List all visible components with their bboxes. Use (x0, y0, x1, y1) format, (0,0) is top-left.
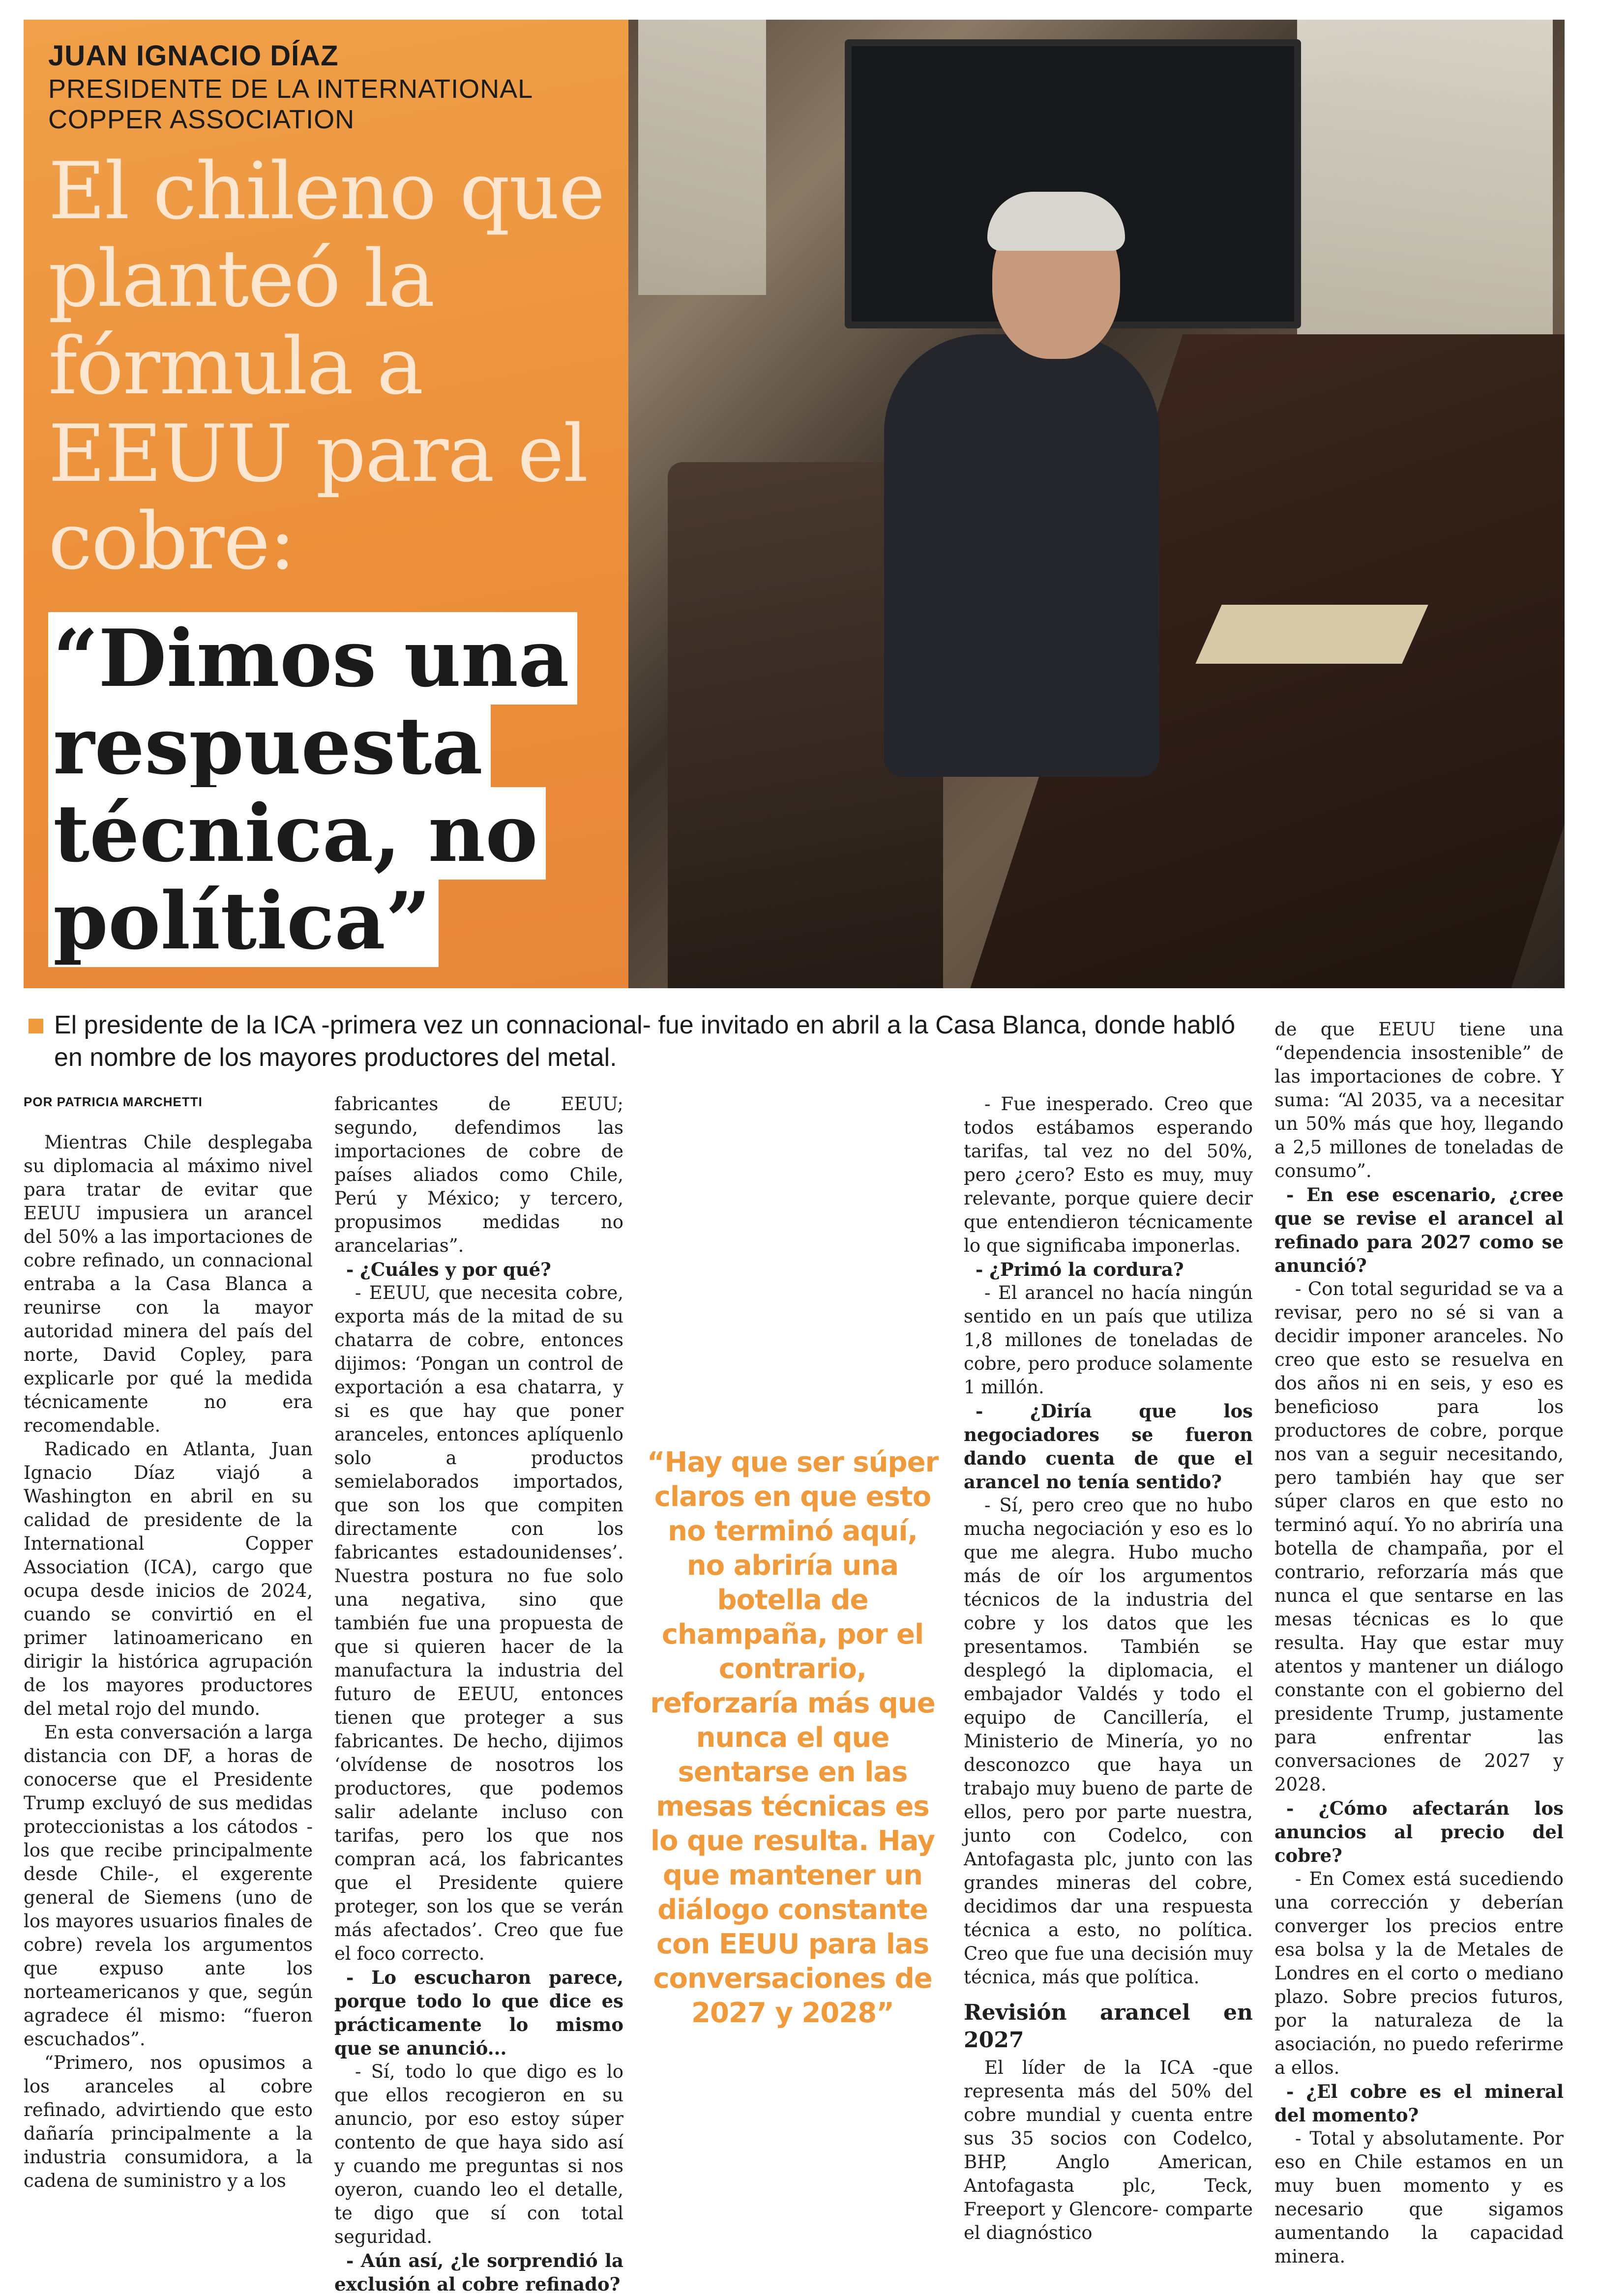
question: - ¿Cómo afectarán los anuncios al precio del cobre? (1274, 1797, 1564, 1866)
quote-headline-text: “Dimos una respuesta técnica, no política” (48, 612, 577, 967)
column-1 (24, 1131, 313, 2193)
paragraph: de que EEUU tiene una “dependencia insostenible” de las importaciones de cobre. Y suma: “Al 2035, va a necesitar un 50% más que hoy, llegando a 2,5 millones de toneladas de consumo”. (1274, 1019, 1564, 1181)
column-2 (334, 1092, 623, 2296)
notebook (1195, 605, 1428, 664)
answer: - Sí, pero creo que no hubo mucha negociación y eso es lo que me alegra. Hubo mucho más de oír los argumentos técnicos de la industria del cobre y los datos que les presentamos. También se desplegó la diplomacia, el embajador Valdés y todo el equipo de Cancillería, el Ministerio de Minería, yo no desconozco que haya un trabajo muy bueno de parte de ellos, pero por parte nuestra, junto con Codelco, con Antofagasta plc, junto con las grandes mineras del cobre, decidimos dar una respuesta técnica a esto, no política. Creo que fue una decisión muy técnica, más que política. (964, 1495, 1253, 1988)
lead-bullet-icon (29, 1019, 43, 1033)
window-left (638, 20, 766, 295)
quote-headline (48, 612, 628, 967)
column-4 (1274, 1018, 1564, 2268)
question: - Aún así, ¿le sorprendió la exclusión al cobre refinado? (334, 2250, 623, 2295)
interviewee-name: JUAN IGNACIO DÍAZ (48, 40, 339, 72)
paragraph: fabricantes de EEUU; segundo, defendimos las importaciones de cobre de países aliados como Chile, Perú y México; y tercero, propusimos medidas no arancelarias”. (334, 1093, 623, 1256)
window-right (1297, 20, 1553, 334)
paragraph: “Primero, nos opusimos a los aranceles al cobre refinado, advirtiendo que esto dañaría principalmente a la industria consumidora, a la cadena de suministro y a los (24, 2052, 313, 2191)
question: - Lo escucharon parece, porque todo lo que dice es prácticamente lo mismo que se anunció... (334, 1967, 623, 2059)
answer: - En Comex está sucediendo una corrección y deberían converger los precios entre esa bolsa y la de Metales de Londres en el corto o mediano plazo. Sobre precios futuros, por la naturaleza de la asociación, no puedo referirme a ellos. (1274, 1868, 1564, 2078)
section-subhead: Revisión arancel en 2027 (964, 2000, 1253, 2053)
answer: - Total y absolutamente. Por eso en Chile estamos en un muy buen momento y es necesario que sigamos aumentando la capacidad minera. (1274, 2128, 1564, 2267)
question: - ¿El cobre es el mineral del momento? (1274, 2081, 1564, 2126)
person-body (884, 334, 1159, 777)
lead-paragraph: El presidente de la ICA -primera vez un connacional- fue invitado en abril a la Casa Blanca, donde habló en nombre de los mayores productores del metal. (54, 1011, 1236, 1072)
question: - ¿Diría que los negociadores se fueron dando cuenta de que el arancel no tenía sentido? (964, 1400, 1253, 1493)
question: - ¿Primó la cordura? (976, 1259, 1184, 1280)
person-hair (987, 192, 1125, 251)
answer: - El arancel no hacía ningún sentido en un país que utiliza 1,8 millones de toneladas de cobre, pero produce solamente 1 millón. (964, 1282, 1253, 1398)
question: - En ese escenario, ¿cree que se revise el arancel al refinado para 2027 como se anunció? (1274, 1184, 1564, 1276)
byline: POR PATRICIA MARCHETTI (24, 1094, 203, 1109)
paragraph: En esta conversación a larga distancia con DF, a horas de conocerse que el Presidente Trump excluyó de sus medidas proteccionistas a los cátodos -los que recibe principalmente desde Chile-, el exgerente general de Siemens (uno de los mayores usuarios finales de cobre) revela los argumentos que expuso ante los norteamericanos y que, según agradece él mismo: “fueron escuchados”. (24, 1722, 313, 2050)
answer: - Con total seguridad se va a revisar, pero no sé si van a decidir imponer aranceles. No creo que esto se resuelva en dos años ni en seis, y eso es beneficioso para los productores de cobre, porque nos van a seguir necesitando, pero también hay que ser súper claros en que esto no terminó aquí. Yo no abriría una botella de champaña, por el contrario, reforzaría más que nunca el que sentarse en las mesas técnicas es lo que resulta. Hay que estar muy atentos y mantener un diálogo constante con el gobierno del presidente Trump, justamente para enfrentar las conversaciones de 2027 y 2028. (1274, 1278, 1564, 1795)
paragraph: Mientras Chile desplegaba su diplomacia al máximo nivel para tratar de evitar que EEUU impusiera un arancel del 50% a las importaciones de cobre refinado, un connacional entraba a la Casa Blanca a reunirse con la mayor autoridad minera del país del norte, David Copley, para explicarle por qué la medida técnicamente no era recomendable. (24, 1132, 313, 1436)
headline: El chileno que planteó la fórmula a EEUU para el cobre: (48, 145, 604, 587)
answer: - Fue inesperado. Creo que todos estábamos esperando tarifas, tal vez no del 50%, pero ¿cero? Esto es muy, muy relevante, porque quiere decir que entendieron técnicamente lo que significaba imponerlas. (964, 1093, 1253, 1256)
answer: - Sí, todo lo que digo es lo que ellos recogieron en su anuncio, por eso estoy súper contento de que haya sido así y cuando me preguntas si nos oyeron, cuando leo el detalle, te digo que sí con total seguridad. (334, 2061, 623, 2247)
pull-quote: “Hay que ser súper claros en que esto no terminó aquí, no abriría una botella de champaña, por el contrario, reforzaría más que nunca el que sentarse en las mesas técnicas es lo que resulta. Hay que mantener un diálogo constante con EEUU para las conversaciones de 2027 y 2028” (647, 1446, 939, 2029)
answer: - EEUU, que necesita cobre, exporta más de la mitad de su chatarra de cobre, entonces dijimos: ‘Pongan un control de exportación a esa chatarra, y si es que hay que poner aranceles, entonces aplíquenlo solo a productos semielaborados importados, que son los que compiten directamente con los fabricantes estadounidenses’. Nuestra postura no fue solo una negativa, sino que también fue una propuesta de que si quieren hacer de la manufactura la industria del futuro de EEUU, entonces tienen que proteger a sus fabricantes. De hecho, dijimos ‘olvídense de nosotros los productores, que podemos salir adelante incluso con tarifas, pero los que nos compran acá, los fabricantes que el Presidente quiere proteger, son los que se verán más afectados’. Creo que fue el foco correcto. (334, 1282, 623, 1964)
interviewee-role: PRESIDENTE DE LA INTERNATIONAL COPPER ASSOCIATION (48, 74, 533, 134)
column-3 (964, 1092, 1253, 2245)
paragraph: El líder de la ICA -que representa más del 50% del cobre mundial y cuenta entre sus 35 socios con Codelco, BHP, Anglo American, Antofagasta plc, Teck, Freeport y Glencore- comparte el diagnóstico (964, 2057, 1253, 2243)
question: - ¿Cuáles y por qué? (346, 1259, 551, 1280)
paragraph: Radicado en Atlanta, Juan Ignacio Díaz viajó a Washington en abril en su calidad de presidente de la International Copper Association (ICA), cargo que ocupa desde inicios de 2024, cuando se convirtió en el primer latinoamericano en dirigir la histórica agrupación de los mayores productores del metal rojo del mundo. (24, 1439, 313, 1719)
portrait-photo (628, 20, 1565, 988)
